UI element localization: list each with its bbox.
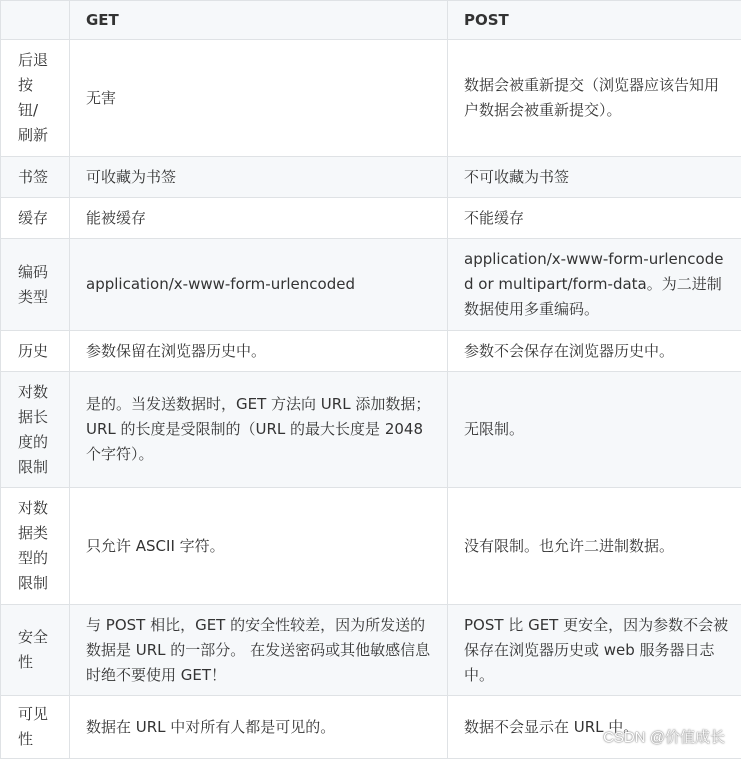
table-row [1,239,741,331]
table-row [1,157,741,198]
table-row [1,40,741,157]
row-label: 对数据长度的限制 [1,372,70,488]
header-cell-get: GET [70,1,448,40]
get-cell: 能被缓存 [70,198,448,239]
post-cell: 数据会被重新提交（浏览器应该告知用户数据会被重新提交）。 [448,40,741,157]
get-cell: 数据在 URL 中对所有人都是可见的。 [70,696,448,759]
row-label: 后退按钮/刷新 [1,40,70,157]
row-label: 对数据类型的限制 [1,488,70,605]
table-row [1,605,741,696]
row-label: 编码类型 [1,239,70,331]
post-cell: 不能缓存 [448,198,741,239]
post-cell: 参数不会保存在浏览器历史中。 [448,331,741,372]
post-cell: 无限制。 [448,372,741,488]
row-label: 安全性 [1,605,70,696]
get-cell: 参数保留在浏览器历史中。 [70,331,448,372]
post-cell: 数据不会显示在 URL 中。 [448,696,741,759]
table-body [1,40,741,759]
get-cell: application/x-www-form-urlencoded [70,239,448,331]
row-label: 历史 [1,331,70,372]
get-cell: 是的。当发送数据时，GET 方法向 URL 添加数据；URL 的长度是受限制的（URL 的最大长度是 2048 个字符）。 [70,372,448,488]
get-cell: 可收藏为书签 [70,157,448,198]
table-header [1,1,741,40]
post-cell: 没有限制。也允许二进制数据。 [448,488,741,605]
get-cell: 无害 [70,40,448,157]
table-row [1,331,741,372]
row-label: 缓存 [1,198,70,239]
watermark: CSDN @价值成长 [603,726,725,747]
post-cell: POST 比 GET 更安全，因为参数不会被保存在浏览器历史或 web 服务器日志中。 [448,605,741,696]
table-row [1,198,741,239]
row-label: 书签 [1,157,70,198]
table-row [1,372,741,488]
get-cell: 只允许 ASCII 字符。 [70,488,448,605]
table-row [1,488,741,605]
header-row [1,1,741,40]
header-cell-empty [1,1,70,40]
get-cell: 与 POST 相比，GET 的安全性较差，因为所发送的数据是 URL 的一部分。 在发送密码或其他敏感信息时绝不要使用 GET！ [70,605,448,696]
post-cell: application/x-www-form-urlencoded or multipart/form-data。为二进制数据使用多重编码。 [448,239,741,331]
post-cell: 不可收藏为书签 [448,157,741,198]
header-cell-post: POST [448,1,741,40]
row-label: 可见性 [1,696,70,759]
